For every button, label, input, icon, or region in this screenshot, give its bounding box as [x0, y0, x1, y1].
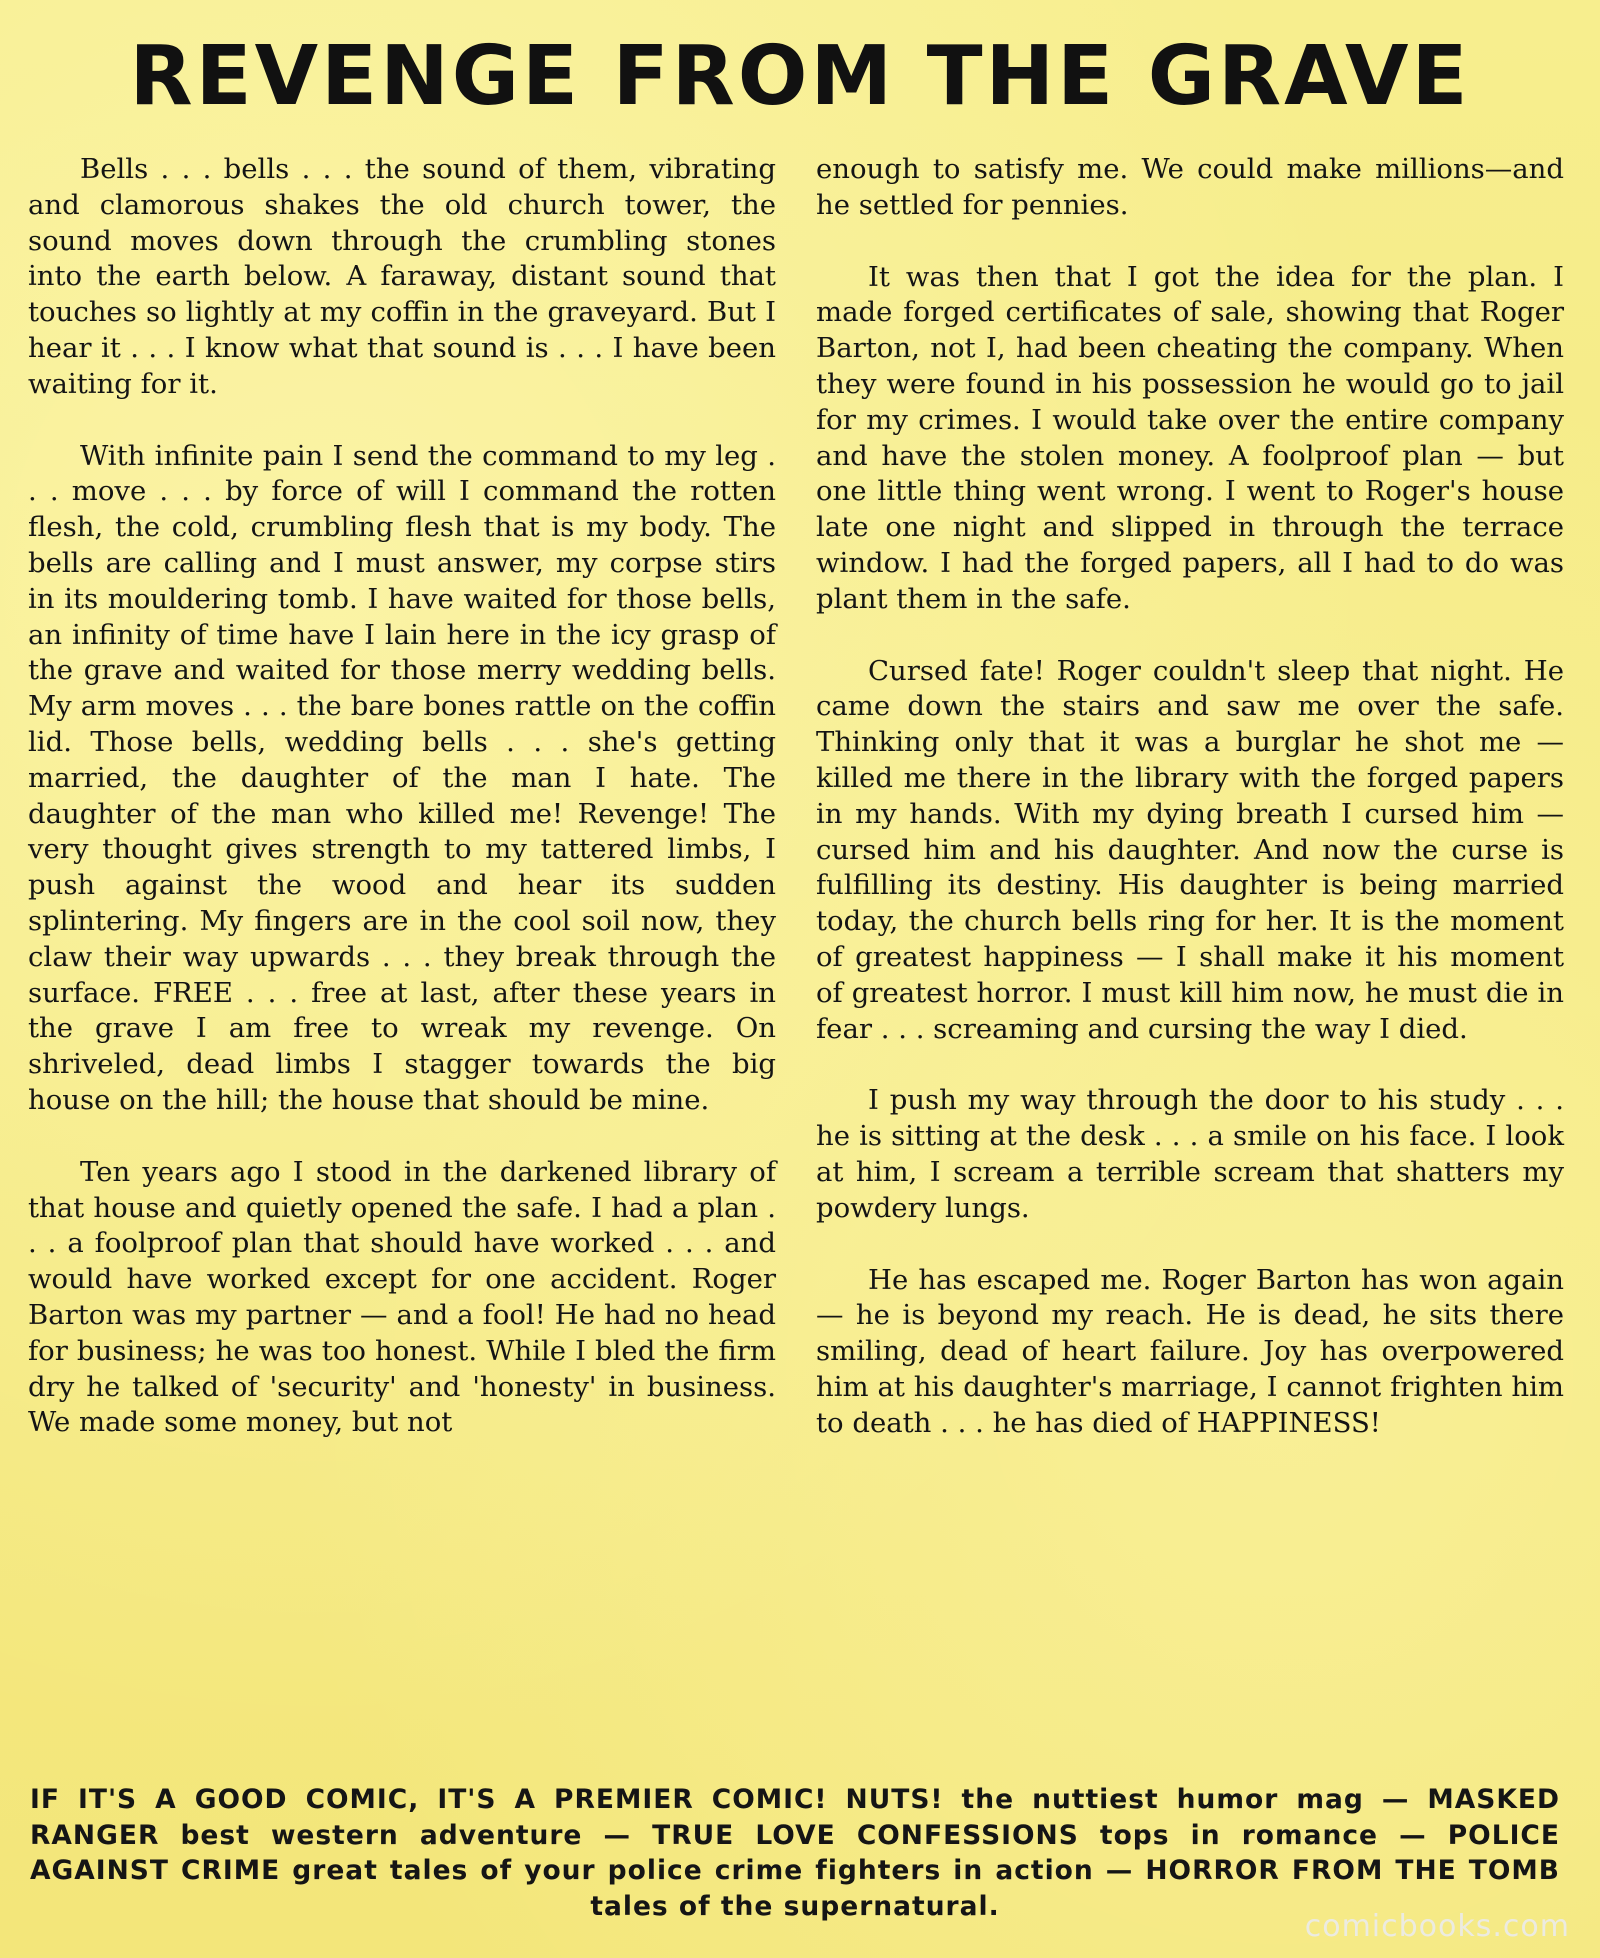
story-paragraph: Bells . . . bells . . . the sound of them, vibrating and clamorous shakes the old church tower, the sound moves down through the crumbling stones into the earth below. A faraway, distant sound that touches so lightly at my coffin in the graveyard. But I hear it . . . I know what that sound is . . . I have been waiting for it. — [28, 153, 776, 400]
story-paragraph: Ten years ago I stood in the darkened library of that house and quietly opened the safe. I had a plan . . . a foolproof plan that should have worked . . . and would have worked except for one accident. Roger Barton was my partner — and a fool! He had no head for business; he was too honest. While I bled the firm dry he talked of 'security' and 'honesty' in business. We made some money, but not — [28, 1155, 776, 1439]
story-paragraph-continued: enough to satisfy me. We could make millions—and he settled for pennies. — [816, 153, 1564, 221]
story-paragraph: With infinite pain I send the command to my leg . . . move . . . by force of will I command the rotten flesh, the cold, crumbling flesh that is my body. The bells are calling and I must answer, my corpse stirs in its mouldering tomb. I have waited for those bells, an infinity of time have I lain here in the icy grasp of the grave and waited for those merry wedding bells. My arm moves . . . the bare bones rattle on the coffin lid. Those bells, wedding bells . . . she's getting married, the daughter of the man I hate. The daughter of the man who killed me! Revenge! The very thought gives strength to my tattered limbs, I push against the wood and hear its sudden splintering. My fingers are in the cool soil now, they claw their way upwards . . . they break through the surface. FREE . . . free at last, after these years in the grave I am free to wreak my revenge. On shriveled, dead limbs I stagger towards the big house on the hill; the house that should be mine. — [28, 439, 776, 1116]
story-paragraph: It was then that I got the idea for the plan. I made forged certificates of sale, showing that Roger Barton, not I, had been cheating the company. When they were found in his possession he would go to jail for my crimes. I would take over the entire company and have the stolen money. A foolproof plan — but one little thing went wrong. I went to Roger's house late one night and slipped in through the terrace window. I had the forged papers, all I had to do was plant them in the safe. — [816, 260, 1564, 615]
story-paragraph: Cursed fate! Roger couldn't sleep that night. He came down the stairs and saw me over the safe. Thinking only that it was a burglar he shot me — killed me there in the library with the forged papers in my hands. With my dying breath I cursed him — cursed him and his daughter. And now the curse is fulfilling its destiny. His daughter is being married today, the church bells ring for her. It is the moment of greatest happiness — I shall make it his moment of greatest horror. I must kill him now, he must die in fear . . . screaming and cursing the way I died. — [816, 654, 1564, 1045]
story-paragraph: He has escaped me. Roger Barton has won again — he is beyond my reach. He is dead, he sits there smiling, dead of heart failure. Joy has overpowered him at his daughter's marriage, I cannot frighten him to death . . . he has died of HAPPINESS! — [816, 1263, 1564, 1439]
story-paragraph: I push my way through the door to his study . . . he is sitting at the desk . . . a smile on his face. I look at him, I scream a terrible scream that shatters my powdery lungs. — [816, 1084, 1564, 1224]
right-column — [816, 152, 1564, 1752]
left-column — [28, 152, 776, 1752]
publisher-ad-footer: IF IT'S A GOOD COMIC, IT'S A PREMIER COMIC! NUTS! the nuttiest humor mag — MASKED RANGER best western adventure — TRUE LOVE CONFESSIONS tops in romance — POLICE AGAINST CRIME great tales of your police crime fighters in action — HORROR FROM THE TOMB tales of the supernatural. — [30, 1784, 1560, 1922]
site-watermark: comicbooks.com — [1304, 1909, 1570, 1944]
story-title: REVENGE FROM THE GRAVE — [129, 29, 1471, 124]
story-columns — [28, 152, 1564, 1752]
